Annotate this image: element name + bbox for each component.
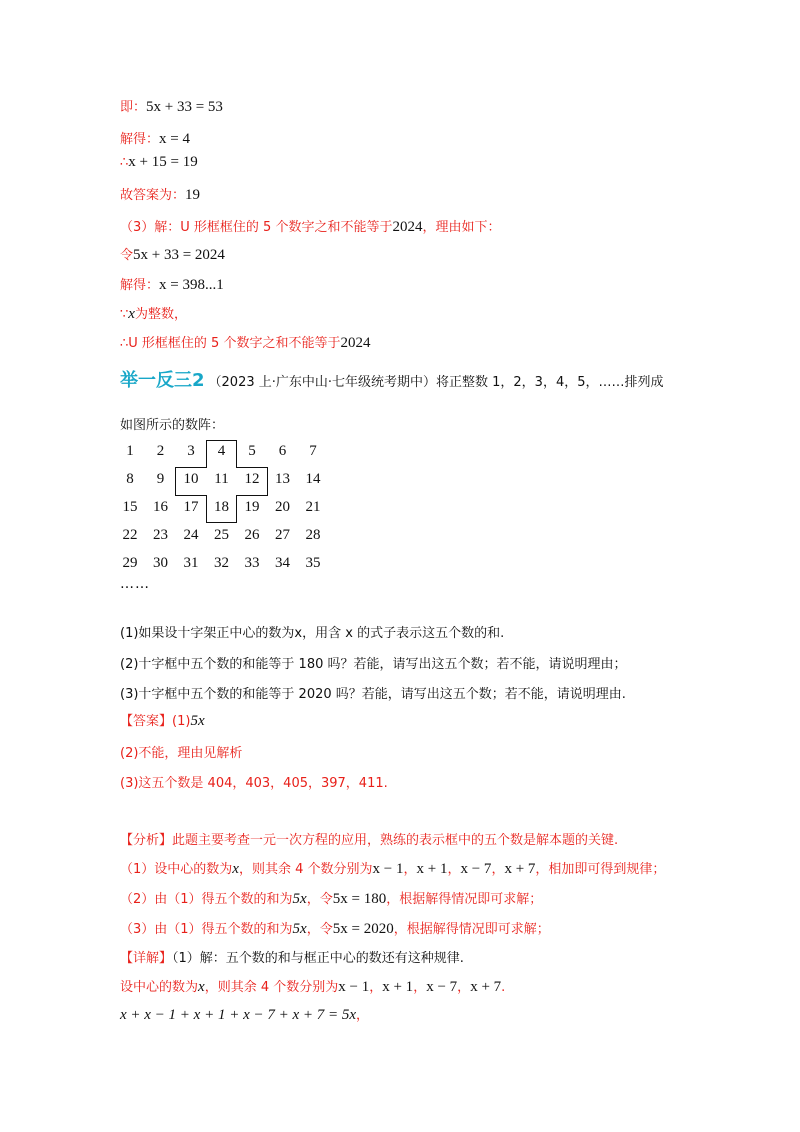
question-1: (1)如果设十字架正中心的数为x，用含 x 的式子表示这五个数的和. xyxy=(120,626,505,641)
grid-cell: 24 xyxy=(183,527,199,543)
line-end: ， xyxy=(356,1008,370,1023)
solution-line-9 xyxy=(120,332,370,352)
grid-cell: 34 xyxy=(275,555,290,571)
detail-line-2 xyxy=(120,976,505,996)
heading-number: 2 xyxy=(192,370,205,391)
example-heading xyxy=(120,366,664,392)
equation: x + x − 1 + x + 1 + x − 7 + x + 7 = 5x xyxy=(120,1007,357,1023)
answer-tag: 【答案】 xyxy=(120,714,173,729)
grid-cell: 10 xyxy=(183,471,199,487)
equation: 5x + 33 = 2024 xyxy=(133,247,225,263)
line-text: ，根据解得情况即可求解； xyxy=(393,922,550,937)
solution-line-6 xyxy=(120,244,225,264)
problem-intro: 如图所示的数阵： xyxy=(120,418,225,433)
line-text: ，理由如下： xyxy=(422,220,501,235)
separator: ， xyxy=(447,862,461,877)
grid-cell: 5 xyxy=(248,443,256,459)
cross-frame-edge xyxy=(175,495,207,496)
answer-line-2: (2)不能，理由见解析 xyxy=(120,746,243,761)
analysis-line-1 xyxy=(120,829,618,848)
line-label: 解得： xyxy=(120,132,160,147)
grid-cell: 12 xyxy=(244,471,260,487)
answer-index: (1) xyxy=(172,714,191,729)
grid-cell: 18 xyxy=(214,499,229,515)
solution-line-1 xyxy=(120,96,223,116)
grid-cell: 27 xyxy=(275,527,290,543)
grid-cell: 35 xyxy=(305,555,321,571)
cross-frame-edge xyxy=(236,440,237,468)
grid-cell: 31 xyxy=(183,555,199,571)
line-text: ，令 xyxy=(306,892,333,907)
solution-line-7 xyxy=(120,274,224,294)
separator: ， xyxy=(403,862,417,877)
solution-line-5 xyxy=(120,216,500,236)
expression: 5x xyxy=(292,891,307,907)
expression: x + 1 xyxy=(416,861,448,877)
line-text: 为整数， xyxy=(134,307,187,322)
number: 2024 xyxy=(340,335,371,351)
variable: x xyxy=(198,979,205,995)
heading-text: （2023 上·广东中山·七年级统考期中）将正整数 1，2，3，4，5，……排列成 xyxy=(208,375,664,390)
line-text: （3）解：U 形框框住的 5 个数字之和不能等于 xyxy=(120,220,393,235)
separator: ， xyxy=(369,980,383,995)
grid-cell: 17 xyxy=(183,499,199,515)
grid-cell: 16 xyxy=(153,499,168,515)
solution-line-2 xyxy=(120,128,190,148)
line-text: ∴U 形框框住的 5 个数字之和不能等于 xyxy=(120,336,341,351)
heading-label: 举一反三 xyxy=(120,370,192,391)
cross-frame-edge xyxy=(236,495,237,523)
equation: x + 15 = 19 xyxy=(128,154,198,170)
expression: x + 7 xyxy=(470,979,502,995)
expression: x + 7 xyxy=(504,861,536,877)
grid-cell: 21 xyxy=(305,499,321,515)
analysis-line-4 xyxy=(120,918,550,938)
grid-cell: 11 xyxy=(214,471,229,487)
line-text: （2）由（1）得五个数的和为 xyxy=(120,892,293,907)
grid-cell: 3 xyxy=(187,443,195,459)
grid-cell: 4 xyxy=(217,443,226,459)
line-label: 即： xyxy=(120,100,147,115)
variable: x xyxy=(232,861,239,877)
expression: x − 7 xyxy=(460,861,492,877)
answer-expression: 5x xyxy=(190,713,205,729)
detail-text: （1）解：五个数的和与框正中心的数还有这种规律. xyxy=(172,951,464,966)
grid-cell: 8 xyxy=(126,471,134,487)
cross-frame-edge xyxy=(236,467,268,468)
grid-cell: 9 xyxy=(156,471,165,487)
equation: x = 4 xyxy=(159,131,190,147)
grid-cell: 20 xyxy=(275,499,290,515)
equation: 5x = 180 xyxy=(332,891,387,907)
line-text: ，相加即可得到规律； xyxy=(535,862,666,877)
line-label: 故答案为： xyxy=(120,188,186,203)
cross-frame-edge xyxy=(236,495,268,496)
separator: ， xyxy=(457,980,471,995)
expression: 5x xyxy=(292,921,307,937)
equation: x = 398...1 xyxy=(159,277,224,293)
grid-cell: 14 xyxy=(305,471,321,487)
grid-cell: 25 xyxy=(214,527,229,543)
equation: 5x = 2020 xyxy=(332,921,394,937)
line-text: （1）设中心的数为 xyxy=(120,862,233,877)
grid-cell: 30 xyxy=(153,555,168,571)
grid-cell: 1 xyxy=(126,443,134,459)
line-label: 解得： xyxy=(120,278,160,293)
expression: x − 1 xyxy=(372,861,404,877)
solution-line-8 xyxy=(120,303,187,323)
grid-cell: 26 xyxy=(244,527,260,543)
detail-tag: 【详解】 xyxy=(120,951,173,966)
grid-ellipsis: …… xyxy=(120,576,150,592)
separator: ， xyxy=(491,862,505,877)
variable: x xyxy=(128,306,135,322)
grid-cell: 29 xyxy=(122,555,138,571)
answer-value: 19 xyxy=(185,187,201,203)
line-text: （3）由（1）得五个数的和为 xyxy=(120,922,293,937)
detail-line-1 xyxy=(120,947,464,966)
grid-cell: 6 xyxy=(278,443,287,459)
separator: ， xyxy=(413,980,427,995)
answer-line-1 xyxy=(120,710,205,730)
grid-cell: 19 xyxy=(244,499,260,515)
cross-frame-edge xyxy=(267,467,268,496)
equation: 5x + 33 = 53 xyxy=(146,99,223,115)
cross-frame-edge xyxy=(206,495,207,523)
grid-cell: 2 xyxy=(156,443,165,459)
solution-line-4 xyxy=(120,184,200,204)
grid-cell: 13 xyxy=(275,471,290,487)
grid-cell: 32 xyxy=(214,555,229,571)
expression: x − 1 xyxy=(338,979,370,995)
cross-frame-edge xyxy=(175,467,176,496)
cross-frame-edge xyxy=(175,467,207,468)
grid-cell: 23 xyxy=(153,527,168,543)
therefore-symbol: ∴ xyxy=(120,155,129,170)
line-text: ，则其余 4 个数分别为 xyxy=(204,980,339,995)
because-symbol: ∵ xyxy=(120,307,129,322)
solution-line-3 xyxy=(120,154,198,171)
grid-cell: 33 xyxy=(244,555,260,571)
analysis-text: 此题主要考查一元一次方程的应用，熟练的表示框中的五个数是解本题的关键. xyxy=(172,833,619,848)
expression: x + 1 xyxy=(382,979,414,995)
question-3: (3)十字框中五个数的和能等于 2020 吗？若能，请写出这五个数；若不能，请说明理由. xyxy=(120,687,626,702)
number: 2024 xyxy=(392,219,423,235)
analysis-line-2 xyxy=(120,858,665,878)
analysis-line-3 xyxy=(120,888,542,908)
line-text: 设中心的数为 xyxy=(120,980,199,995)
grid-cell: 22 xyxy=(122,527,138,543)
detail-line-3 xyxy=(120,1004,369,1024)
line-text: ，则其余 4 个数分别为 xyxy=(238,862,373,877)
line-text: ，令 xyxy=(306,922,333,937)
line-text: ，根据解得情况即可求解； xyxy=(386,892,543,907)
grid-cell: 28 xyxy=(305,527,321,543)
cross-frame-edge xyxy=(206,440,238,441)
cross-frame-edge xyxy=(206,522,238,523)
line-end: . xyxy=(501,980,506,995)
question-2: (2)十字框中五个数的和能等于 180 吗？若能，请写出这五个数；若不能，请说明理由； xyxy=(120,657,627,672)
number-grid xyxy=(115,438,330,578)
answer-line-3: (3)这五个数是 404，403，405，397，411. xyxy=(120,776,388,791)
grid-cell: 15 xyxy=(122,499,138,515)
line-label: 令 xyxy=(120,248,134,263)
cross-frame-edge xyxy=(206,440,207,468)
analysis-tag: 【分析】 xyxy=(120,833,173,848)
grid-cell: 7 xyxy=(309,443,317,459)
expression: x − 7 xyxy=(426,979,458,995)
